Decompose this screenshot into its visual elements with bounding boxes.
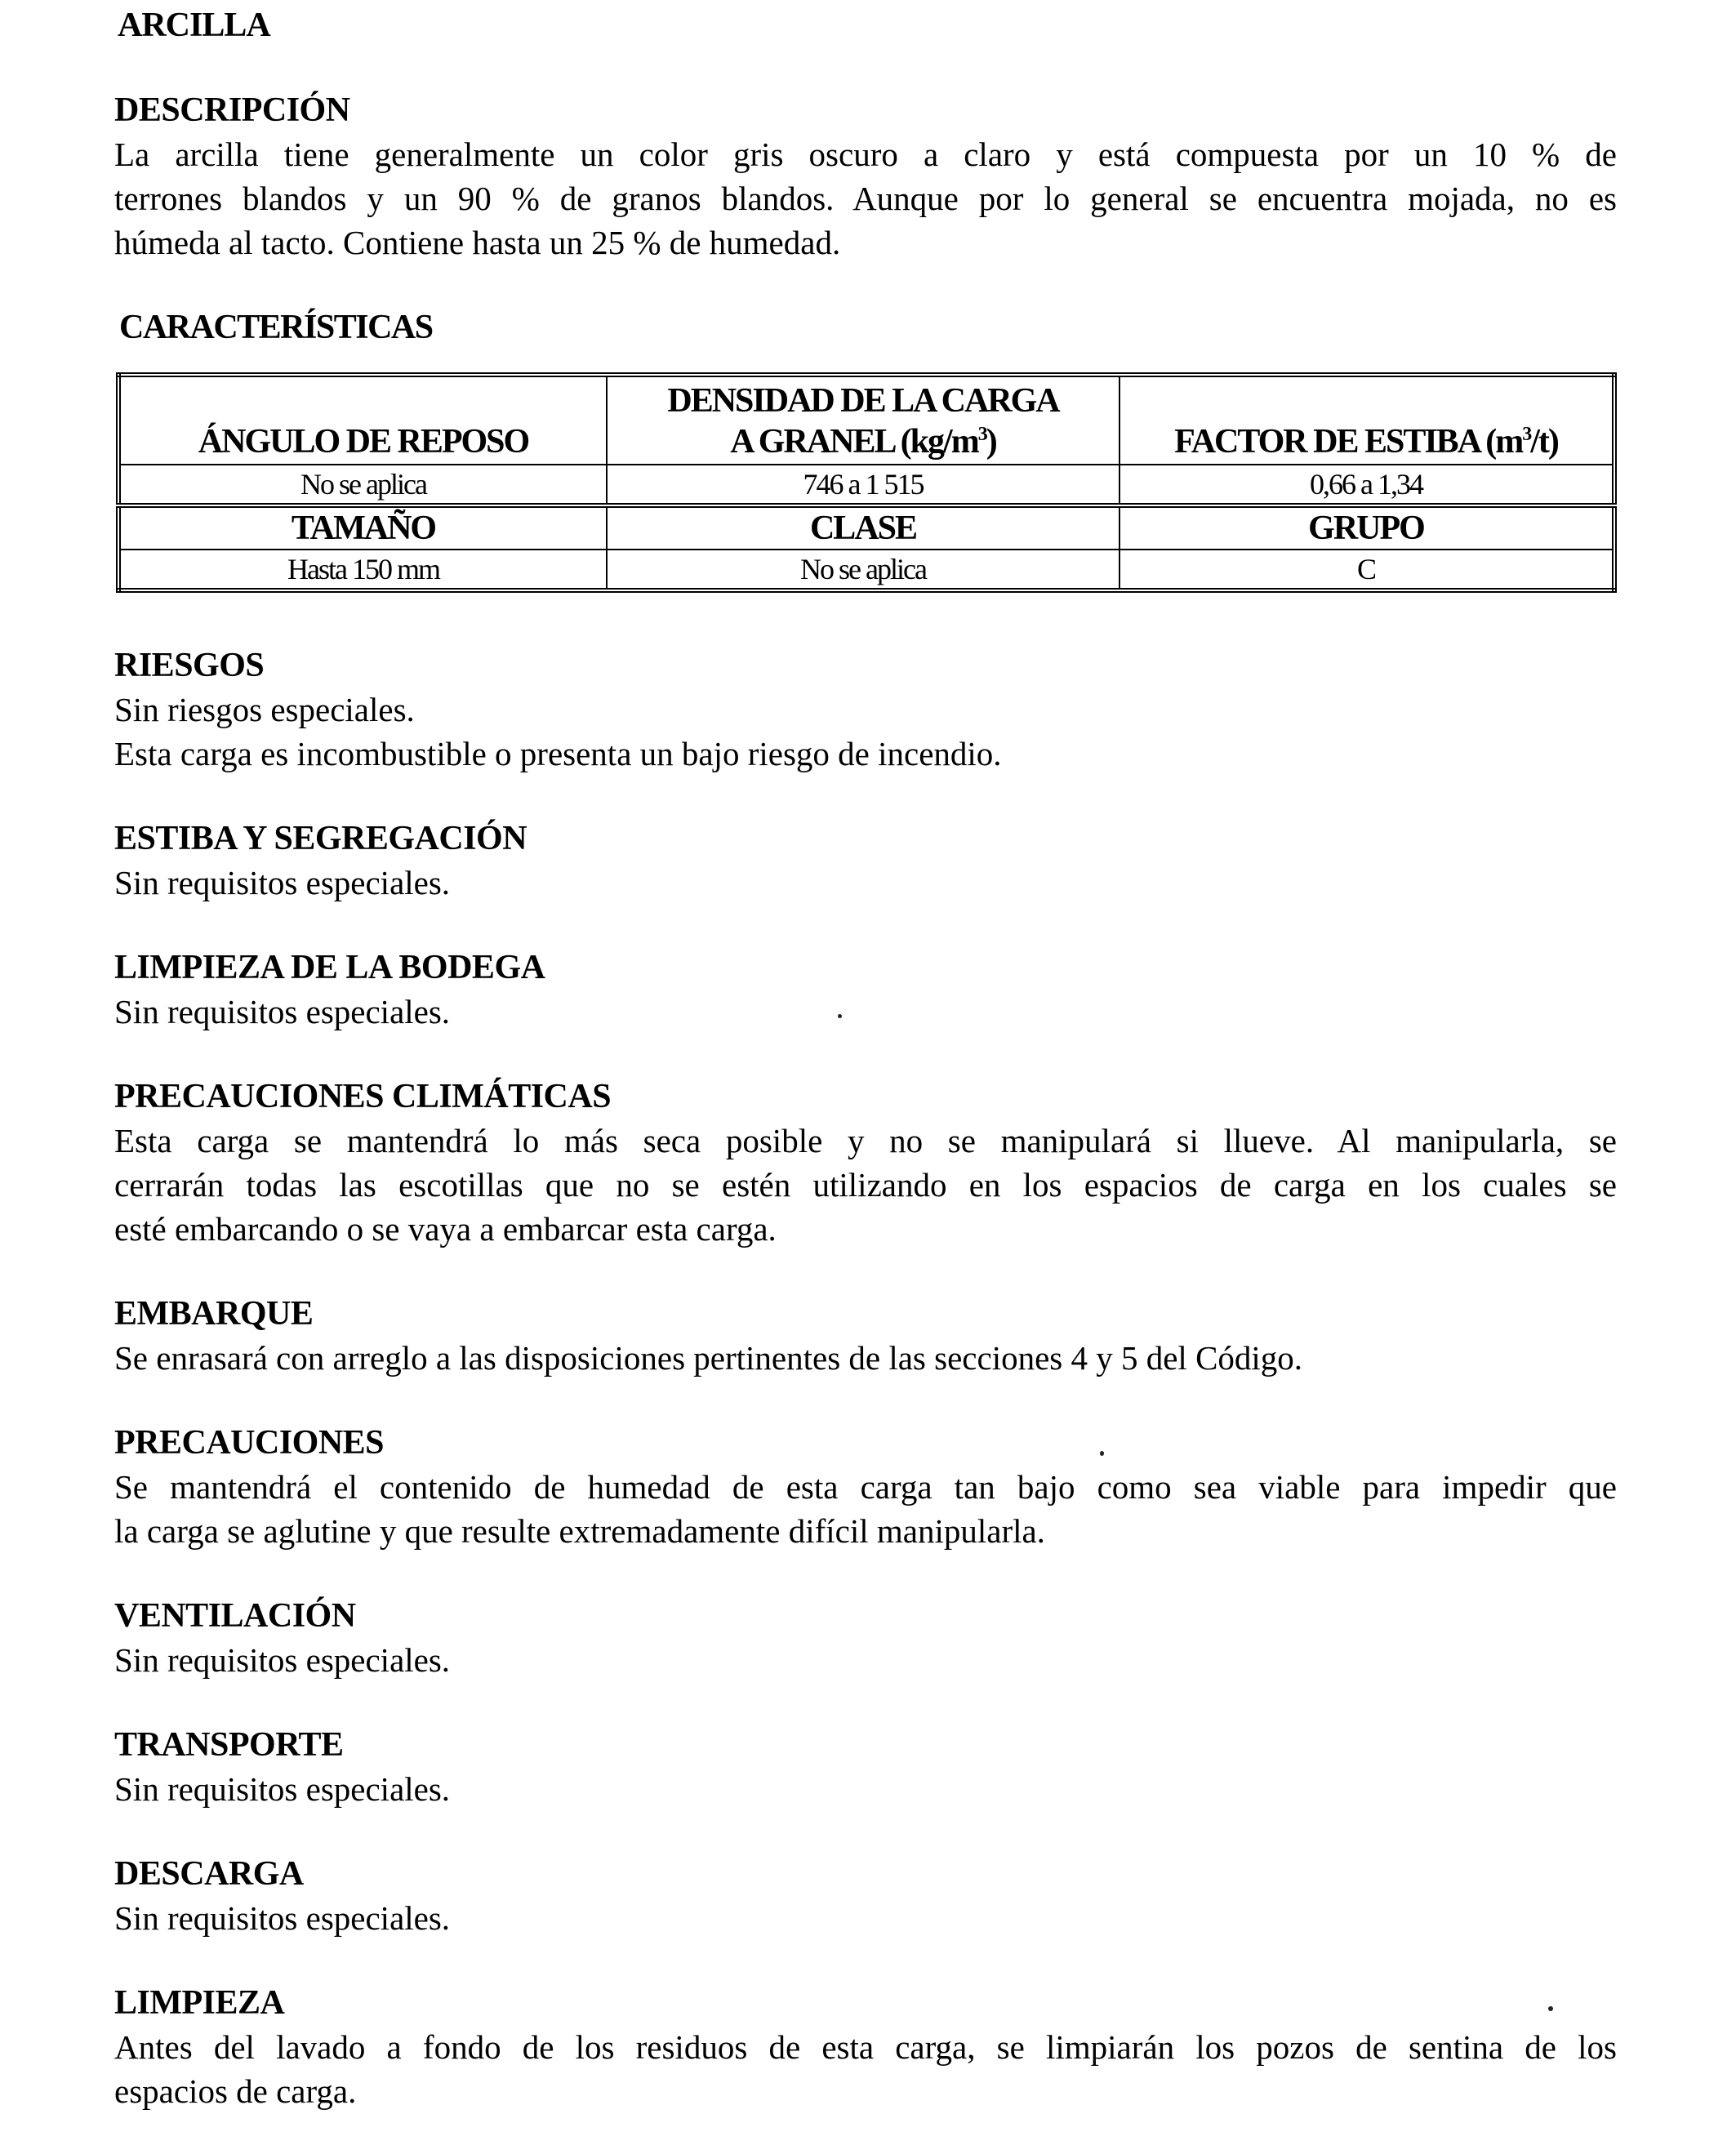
body-line: Sin requisitos especiales. xyxy=(114,1641,451,1679)
document-page xyxy=(114,3,1617,2154)
header-factor-text: FACTOR DE ESTIBA (m xyxy=(1174,423,1523,461)
section-descripcion xyxy=(114,88,1617,265)
body-line: Sin riesgos especiales. xyxy=(114,691,415,728)
header-densidad-line2: A GRANEL (kg/m xyxy=(730,423,978,461)
table-row xyxy=(118,465,1614,505)
body-line: Sin requisitos especiales. xyxy=(114,1770,451,1808)
section-embarque xyxy=(114,1292,1617,1380)
body-line: espacios de carga. xyxy=(114,2072,357,2110)
cell-grupo-value: C xyxy=(1119,550,1614,590)
document-title: ARCILLA xyxy=(118,7,270,44)
section-body xyxy=(114,990,1617,1034)
header-densidad-close: ) xyxy=(986,423,996,461)
cell-tamano-value: Hasta 150 mm xyxy=(118,550,607,590)
section-heading: TRANSPORTE xyxy=(114,1726,344,1764)
section-heading: LIMPIEZA DE LA BODEGA xyxy=(114,949,545,986)
section-body xyxy=(114,1336,1617,1380)
header-angulo-de-reposo: ÁNGULO DE REPOSO xyxy=(118,375,607,465)
body-line: la carga se aglutine y que resulte extremadamente difícil manipularla. xyxy=(114,1512,1045,1550)
table-header-row xyxy=(118,505,1614,550)
cell-clase-value: No se aplica xyxy=(607,550,1119,590)
section-heading: PRECAUCIONES CLIMÁTICAS xyxy=(114,1078,612,1115)
section-limpieza xyxy=(114,1981,1617,2113)
section-body xyxy=(114,861,1617,905)
section-transporte xyxy=(114,1723,1617,1811)
cell-factor-value: 0,66 a 1,34 xyxy=(1119,465,1614,505)
header-densidad-line1: DENSIDAD DE LA CARGA xyxy=(667,382,1059,420)
scan-speck xyxy=(1100,1451,1104,1456)
body-line: esté embarcando o se vaya a embarcar esta carga. xyxy=(114,1210,777,1248)
body-line: húmeda al tacto. Contiene hasta un 25 % de humedad. xyxy=(114,224,841,261)
scan-speck xyxy=(838,1014,842,1018)
table-header-row xyxy=(118,375,1614,465)
section-heading: DESCARGA xyxy=(114,1855,304,1893)
section-body xyxy=(114,132,1617,265)
section-heading: ESTIBA Y SEGREGACIÓN xyxy=(114,820,527,857)
header-densidad xyxy=(607,375,1119,465)
section-heading: PRECAUCIONES xyxy=(114,1424,385,1462)
body-line: Sin requisitos especiales. xyxy=(114,864,451,901)
body-line: Se enrasará con arreglo a las disposiciones pertinentes de las secciones 4 y 5 del Código. xyxy=(114,1339,1303,1377)
body-line: terrones blandos y un 90 % de granos blandos. Aunque por lo general se encuentra mojada, no es xyxy=(114,180,1617,217)
header-grupo: GRUPO xyxy=(1119,505,1614,550)
superscript: 3 xyxy=(1522,424,1531,445)
section-body xyxy=(114,1767,1617,1811)
section-body xyxy=(114,1896,1617,1940)
body-line: Sin requisitos especiales. xyxy=(114,1899,451,1937)
body-line: Esta carga se mantendrá lo más seca posible y no se manipulará si llueve. Al manipularla, se xyxy=(114,1122,1617,1159)
section-heading: EMBARQUE xyxy=(114,1295,314,1333)
section-precauciones-climaticas xyxy=(114,1075,1617,1251)
section-body xyxy=(114,1465,1617,1553)
body-line: Se mantendrá el contenido de humedad de esta carga tan bajo como sea viable para impedir que xyxy=(114,1468,1617,1506)
cell-densidad-value: 746 a 1 515 xyxy=(607,465,1119,505)
body-line: Antes del lavado a fondo de los residuos de esta carga, se limpiarán los pozos de sentina de los xyxy=(114,2028,1617,2066)
section-body xyxy=(114,688,1617,776)
section-body xyxy=(114,1119,1617,1251)
section-heading: RIESGOS xyxy=(114,647,265,684)
section-limpieza-bodega xyxy=(114,946,1617,1034)
body-line: Sin requisitos especiales. xyxy=(114,993,451,1030)
section-body xyxy=(114,2025,1617,2113)
section-ventilacion xyxy=(114,1594,1617,1682)
header-tamano: TAMAÑO xyxy=(118,505,607,550)
section-riesgos xyxy=(114,643,1617,776)
header-factor-de-estiba xyxy=(1119,375,1614,465)
superscript: 3 xyxy=(977,424,986,445)
cell-angulo-value: No se aplica xyxy=(118,465,607,505)
table-row xyxy=(118,550,1614,590)
characteristics-table xyxy=(116,372,1617,593)
scan-speck xyxy=(1548,2006,1553,2011)
section-precauciones xyxy=(114,1421,1617,1553)
section-heading: VENTILACIÓN xyxy=(114,1597,356,1635)
section-heading: LIMPIEZA xyxy=(114,1984,285,2022)
section-estiba xyxy=(114,817,1617,905)
section-heading: DESCRIPCIÓN xyxy=(114,91,350,129)
body-line: cerrarán todas las escotillas que no se estén utilizando en los espacios de carga en los cuales se xyxy=(114,1166,1617,1204)
section-heading-caracteristicas: CARACTERÍSTICAS xyxy=(119,309,433,346)
header-factor-close: /t) xyxy=(1530,423,1558,461)
section-descarga xyxy=(114,1852,1617,1940)
section-body xyxy=(114,1638,1617,1682)
body-line: Esta carga es incombustible o presenta un bajo riesgo de incendio. xyxy=(114,735,1002,772)
body-line: La arcilla tiene generalmente un color gris oscuro a claro y está compuesta por un 10 % de xyxy=(114,136,1617,173)
header-clase: CLASE xyxy=(607,505,1119,550)
